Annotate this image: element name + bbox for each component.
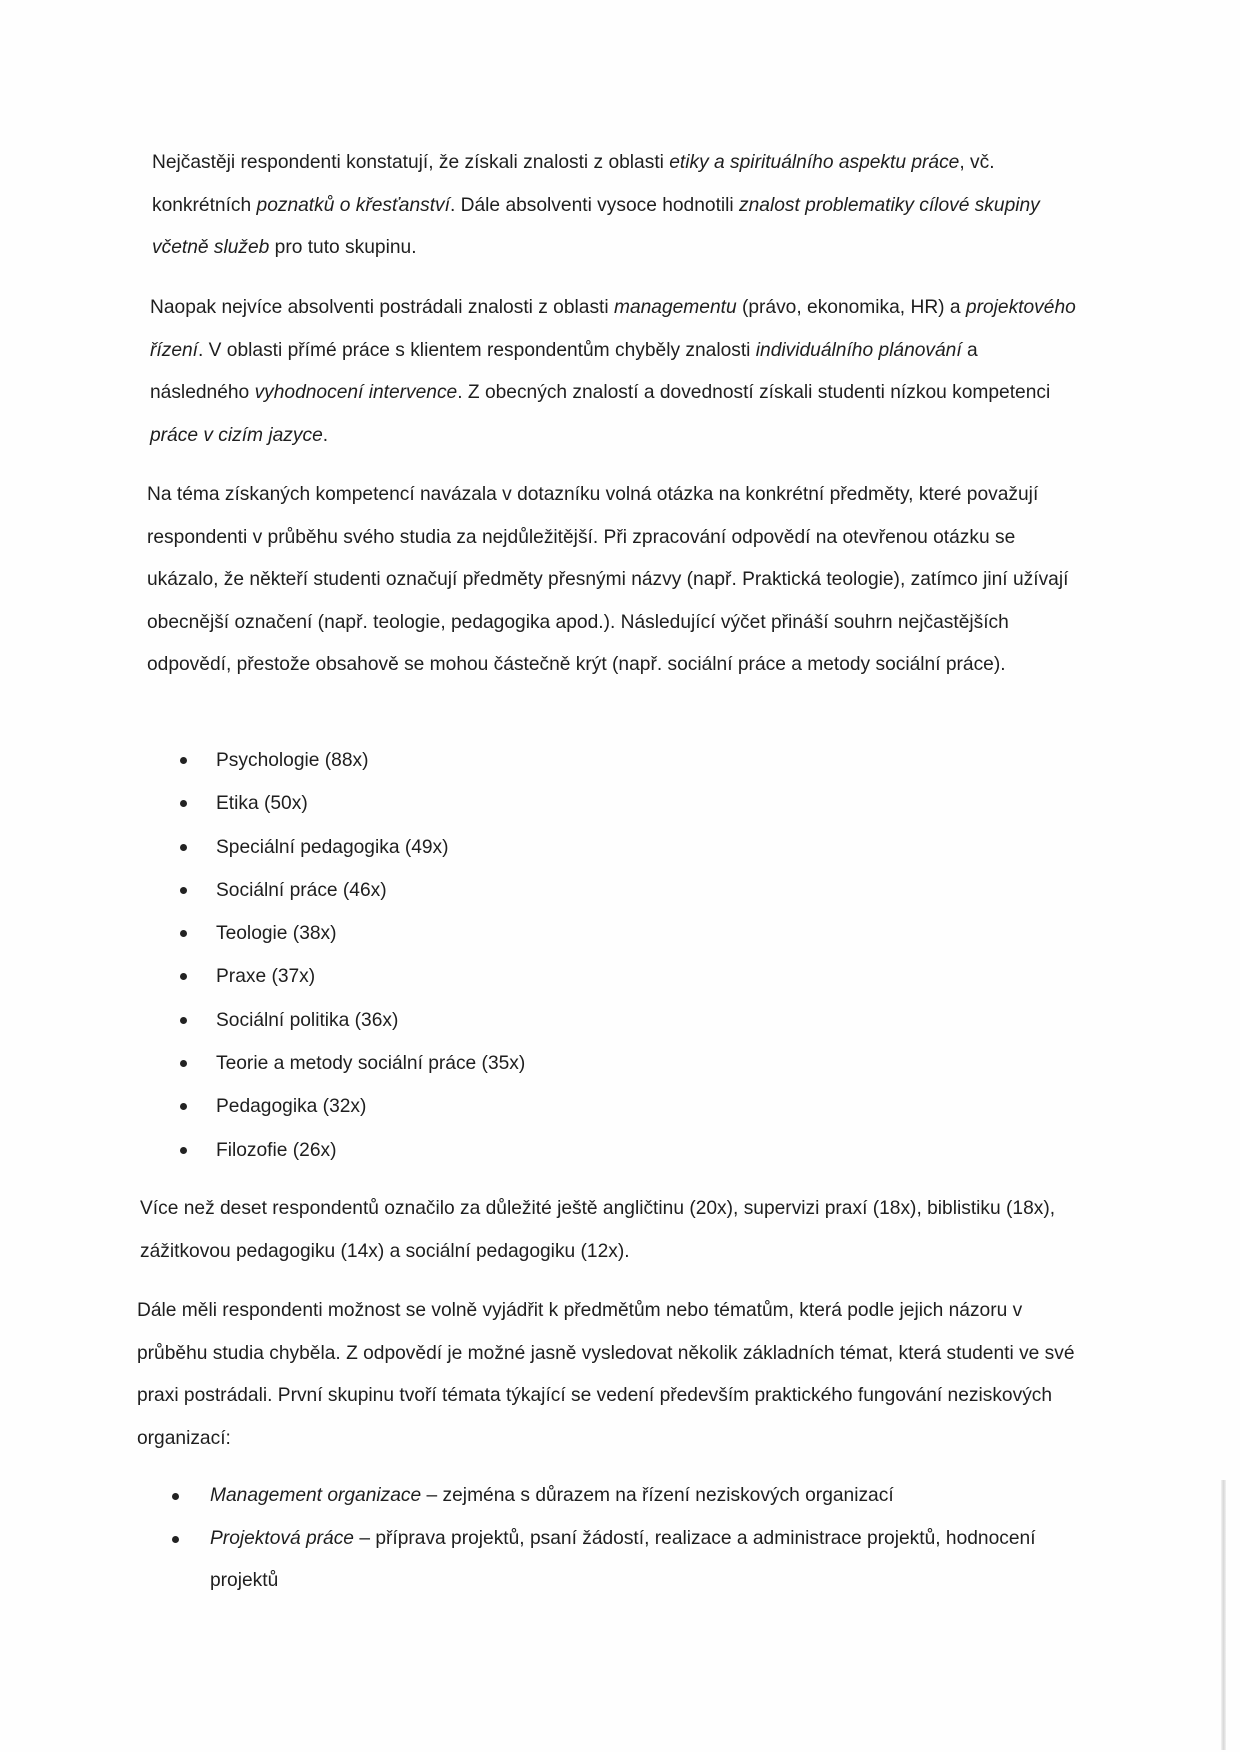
list-item — [172, 1475, 1052, 1518]
text: Naopak nejvíce absolventi postrádali znalosti z oblasti — [150, 297, 614, 318]
text: a následného — [150, 339, 978, 403]
list-item — [180, 955, 525, 998]
bullet-icon — [180, 1103, 187, 1110]
text: . — [322, 424, 329, 446]
paragraph-missing-knowledge — [150, 287, 1080, 457]
list-item-text: Psychologie (88x) — [216, 750, 369, 771]
paragraph-subjects-intro: Na téma získaných kompetencí navázala v dotazníku volná otázka na konkrétní předměty, které považují respondenti v průběhu svého studia za nejdůležitější. Při zpracování odpovědí na otevřenou otázku se ukázalo, že někteří studenti označují předměty přesnými názvy (např. Praktická teologie), zatímco jiní užívají obecnější označení (např. teologie, pedagogika apod.). Následující výčet přináší souhrn nejčastějších odpovědí, přestože obsahově se mohou částečně krýt (např. sociální práce a metody sociální práce). — [147, 484, 1069, 675]
list-item — [180, 1042, 525, 1085]
emphasis: individuálního plánování — [755, 339, 962, 361]
list-item — [180, 739, 525, 782]
subjects-list — [180, 739, 525, 1172]
bullet-icon — [180, 1017, 187, 1024]
emphasis: práce v cizím jazyce — [150, 424, 323, 446]
list-item — [180, 782, 525, 825]
text: , vč. konkrétních — [152, 152, 995, 216]
list-item — [180, 1085, 525, 1128]
bullet-icon — [180, 800, 187, 807]
list-item-text: Speciální pedagogika (49x) — [216, 836, 449, 858]
list-item — [180, 999, 525, 1042]
emphasis: znalost problematiky cílové skupiny včetně služeb — [152, 194, 1040, 258]
missing-topics-list — [172, 1475, 1052, 1603]
scan-edge-shadow — [1221, 1480, 1226, 1750]
text: . Dále absolventi vysoce hodnotili — [449, 194, 740, 216]
list-item — [180, 912, 525, 955]
text: (právo, ekonomika, HR) a — [736, 297, 966, 318]
emphasis: projektového řízení — [150, 297, 1076, 361]
bullet-icon — [172, 1493, 179, 1500]
bullet-icon — [180, 1060, 187, 1067]
topic-description: – příprava projektů, psaní žádostí, realizace a administrace projektů, hodnocení projektů — [210, 1527, 1036, 1591]
emphasis: vyhodnocení intervence — [254, 382, 458, 403]
bullet-icon — [180, 757, 187, 764]
list-item-text: Teorie a metody sociální práce (35x) — [216, 1053, 526, 1075]
list-item — [180, 1129, 525, 1172]
list-item-text: Sociální politika (36x) — [216, 1009, 399, 1031]
paragraph-missing-topics-intro: Dále měli respondenti možnost se volně vyjádřit k předmětům nebo tématům, která podle jejich názoru v průběhu studia chyběla. Z odpovědí je možné jasně vysledovat několik základních témat, která studenti ve své praxi postrádali. První skupinu tvoří témata týkající se vedení především praktického fungování neziskových organizací: — [137, 1300, 1075, 1449]
list-item — [172, 1518, 1052, 1603]
list-item-text: Filozofie (26x) — [216, 1139, 337, 1161]
emphasis: poznatků o křesťanství — [256, 194, 450, 216]
list-item-text: Teologie (38x) — [216, 923, 337, 945]
list-item — [180, 826, 525, 869]
paragraph-acquired-knowledge — [152, 142, 1082, 270]
list-item-text: Sociální práce (46x) — [216, 879, 387, 901]
paragraph-other-subjects: Více než deset respondentů označilo za důležité ještě angličtinu (20x), supervizi praxí (18x), biblistiku (18x), zážitkovou pedagogiku (14x) a sociální pedagogiku (12x). — [140, 1198, 1056, 1262]
list-item-text: Praxe (37x) — [216, 966, 316, 988]
text: Nejčastěji respondenti konstatují, že získali znalosti z oblasti — [152, 152, 670, 173]
bullet-icon — [180, 930, 187, 937]
bullet-icon — [180, 844, 187, 851]
bullet-icon — [180, 1147, 187, 1154]
text: . V oblasti přímé práce s klientem respondentům chyběly znalosti — [198, 339, 756, 361]
topic-term: Projektová práce — [210, 1527, 354, 1549]
text: . Z obecných znalostí a dovedností získali studenti nízkou kompetenci — [457, 382, 1051, 403]
list-item-text: Etika (50x) — [216, 793, 308, 815]
bullet-icon — [172, 1536, 179, 1543]
bullet-icon — [180, 973, 187, 980]
emphasis: managementu — [613, 297, 737, 318]
list-item-text: Pedagogika (32x) — [216, 1096, 367, 1118]
text: pro tuto skupinu. — [269, 237, 417, 258]
list-item — [180, 869, 525, 912]
emphasis: etiky a spirituálního aspektu práce — [669, 152, 960, 173]
bullet-icon — [180, 887, 187, 894]
topic-description: – zejména s důrazem na řízení neziskových organizací — [421, 1485, 894, 1506]
topic-term: Management organizace — [210, 1485, 422, 1506]
